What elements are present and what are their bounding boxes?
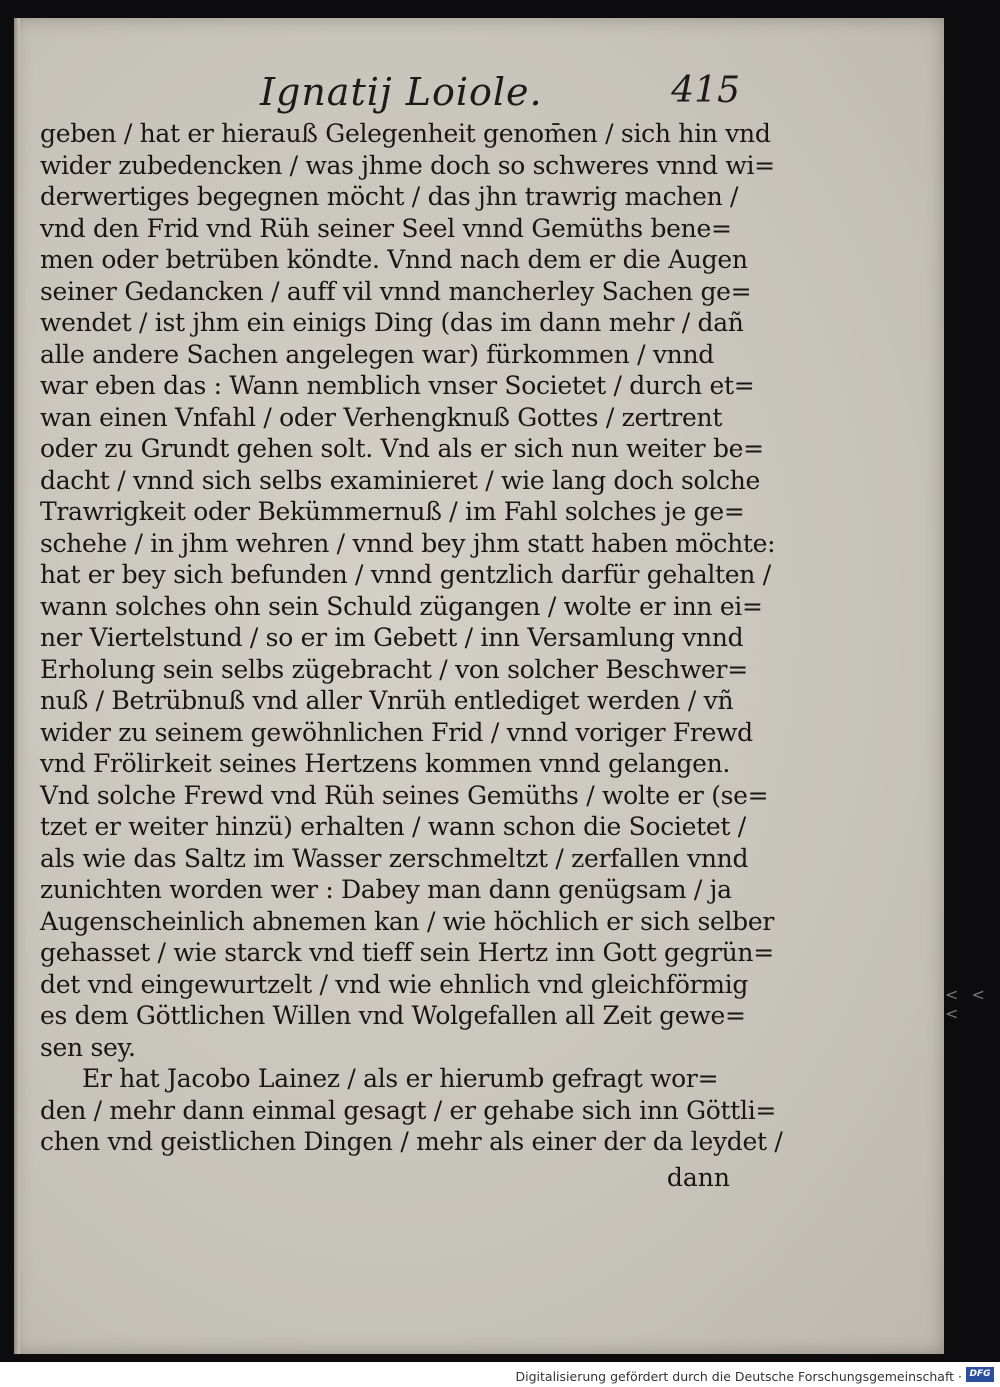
text-line: gehasset / wie starck vnd tieff sein Hertz inn Gott gegrün=	[40, 938, 774, 967]
dfg-logo: DFG	[966, 1367, 994, 1382]
running-head	[260, 70, 740, 114]
text-line: wider zubedencken / was jhme doch so schweres vnnd wi=	[40, 150, 775, 180]
text-line: derwertiges begegnen möcht / das jhn trawrig machen /	[40, 182, 739, 211]
text-line: ner Viertelstund / so er im Gebett / inn Versamlung vnnd	[40, 623, 744, 652]
text-line: zunichten worden wer : Dabey man dann genügsam / ja	[40, 875, 732, 904]
text-line: wider zu seinem gewöhnlichen Frid / vnnd voriger Frewd	[40, 717, 753, 747]
page-number: 415	[671, 70, 740, 111]
text-line: es dem Göttlichen Willen vnd Wolgefallen all Zeit gewe=	[40, 1001, 746, 1030]
text-line: geben / hat er hierauß Gelegenheit genom̄en / sich hin vnd	[40, 119, 771, 148]
text-line: schehe / in jhm wehren / vnnd bey jhm statt haben möchte:	[40, 528, 776, 558]
text-line: dacht / vnnd sich selbs examinieret / wie lang doch solche	[40, 465, 760, 495]
text-line: Erholung sein selbs zügebracht / von solcher Beschwer=	[40, 654, 748, 684]
text-line: den / mehr dann einmal gesagt / er gehabe sich inn Göttli=	[40, 1095, 777, 1125]
text-line: wan einen Vnfahl / oder Verhengknuß Gottes / zertrent	[40, 402, 723, 432]
running-head-title: Ignatij Loiole.	[260, 70, 543, 114]
text-line: war eben das : Wann nemblich vnser Societet / durch et=	[40, 371, 755, 400]
text-line: Er hat Jacobo Lainez / als er hierumb gefragt wor=	[82, 1064, 719, 1093]
text-line: vnd Frölігkeit seines Hertzens kommen vnnd gelangen.	[40, 749, 731, 778]
text-line: nuß / Betrübnuß vnd aller Vnrüh entlediget werden / vñ	[40, 686, 734, 715]
text-line: wann solches ohn sein Schuld zügangen / wolte er inn ei=	[40, 591, 763, 621]
text-line: vnd den Frid vnd Rüh seiner Seel vnnd Gemüths bene=	[40, 213, 732, 243]
body-text	[40, 118, 783, 1158]
margin-marks: < < <	[945, 985, 989, 1023]
text-line: alle andere Sachen angelegen war) fürkommen / vnnd	[40, 339, 714, 369]
catchword: dann	[666, 1163, 730, 1192]
text-line: chen vnd geistlichen Dingen / mehr als einer der da leydet /	[40, 1127, 783, 1156]
text-line: sen sey.	[40, 1032, 136, 1062]
text-line: wendet / ist jhm ein einigs Ding (das im dann mehr / dañ	[40, 308, 744, 337]
text-line: det vnd eingewurtzelt / vnd wie ehnlich vnd gleichförmig	[40, 969, 749, 999]
text-line: tzet er weiter hinzü) erhalten / wann schon die Societet /	[40, 812, 746, 841]
text-line: oder zu Grundt gehen solt. Vnd als er sich nun weiter be=	[40, 434, 764, 463]
text-line: seiner Gedancken / auff vil vnnd mancherley Sachen ge=	[40, 276, 752, 306]
footer-funding-text: Digitalisierung gefördert durch die Deutsche Forschungsgemeinschaft ·	[515, 1369, 962, 1384]
text-line: als wie das Saltz im Wasser zerschmeltzt / zerfallen vnnd	[40, 843, 749, 873]
text-line: men oder betrüben köndte. Vnnd nach dem er die Augen	[40, 245, 748, 274]
text-line: Trawrigkeit oder Bekümmernuß / im Fahl solches je ge=	[40, 497, 745, 526]
text-line: Vnd solche Frewd vnd Rüh seines Gemüths / wolte er (se=	[40, 780, 769, 810]
text-line: hat er bey sich befunden / vnnd gentzlich darfür gehalten /	[40, 560, 771, 589]
text-line: Augenscheinlich abnemen kan / wie höchlich er sich selber	[40, 906, 775, 936]
page-spine-shadow	[14, 18, 20, 1354]
